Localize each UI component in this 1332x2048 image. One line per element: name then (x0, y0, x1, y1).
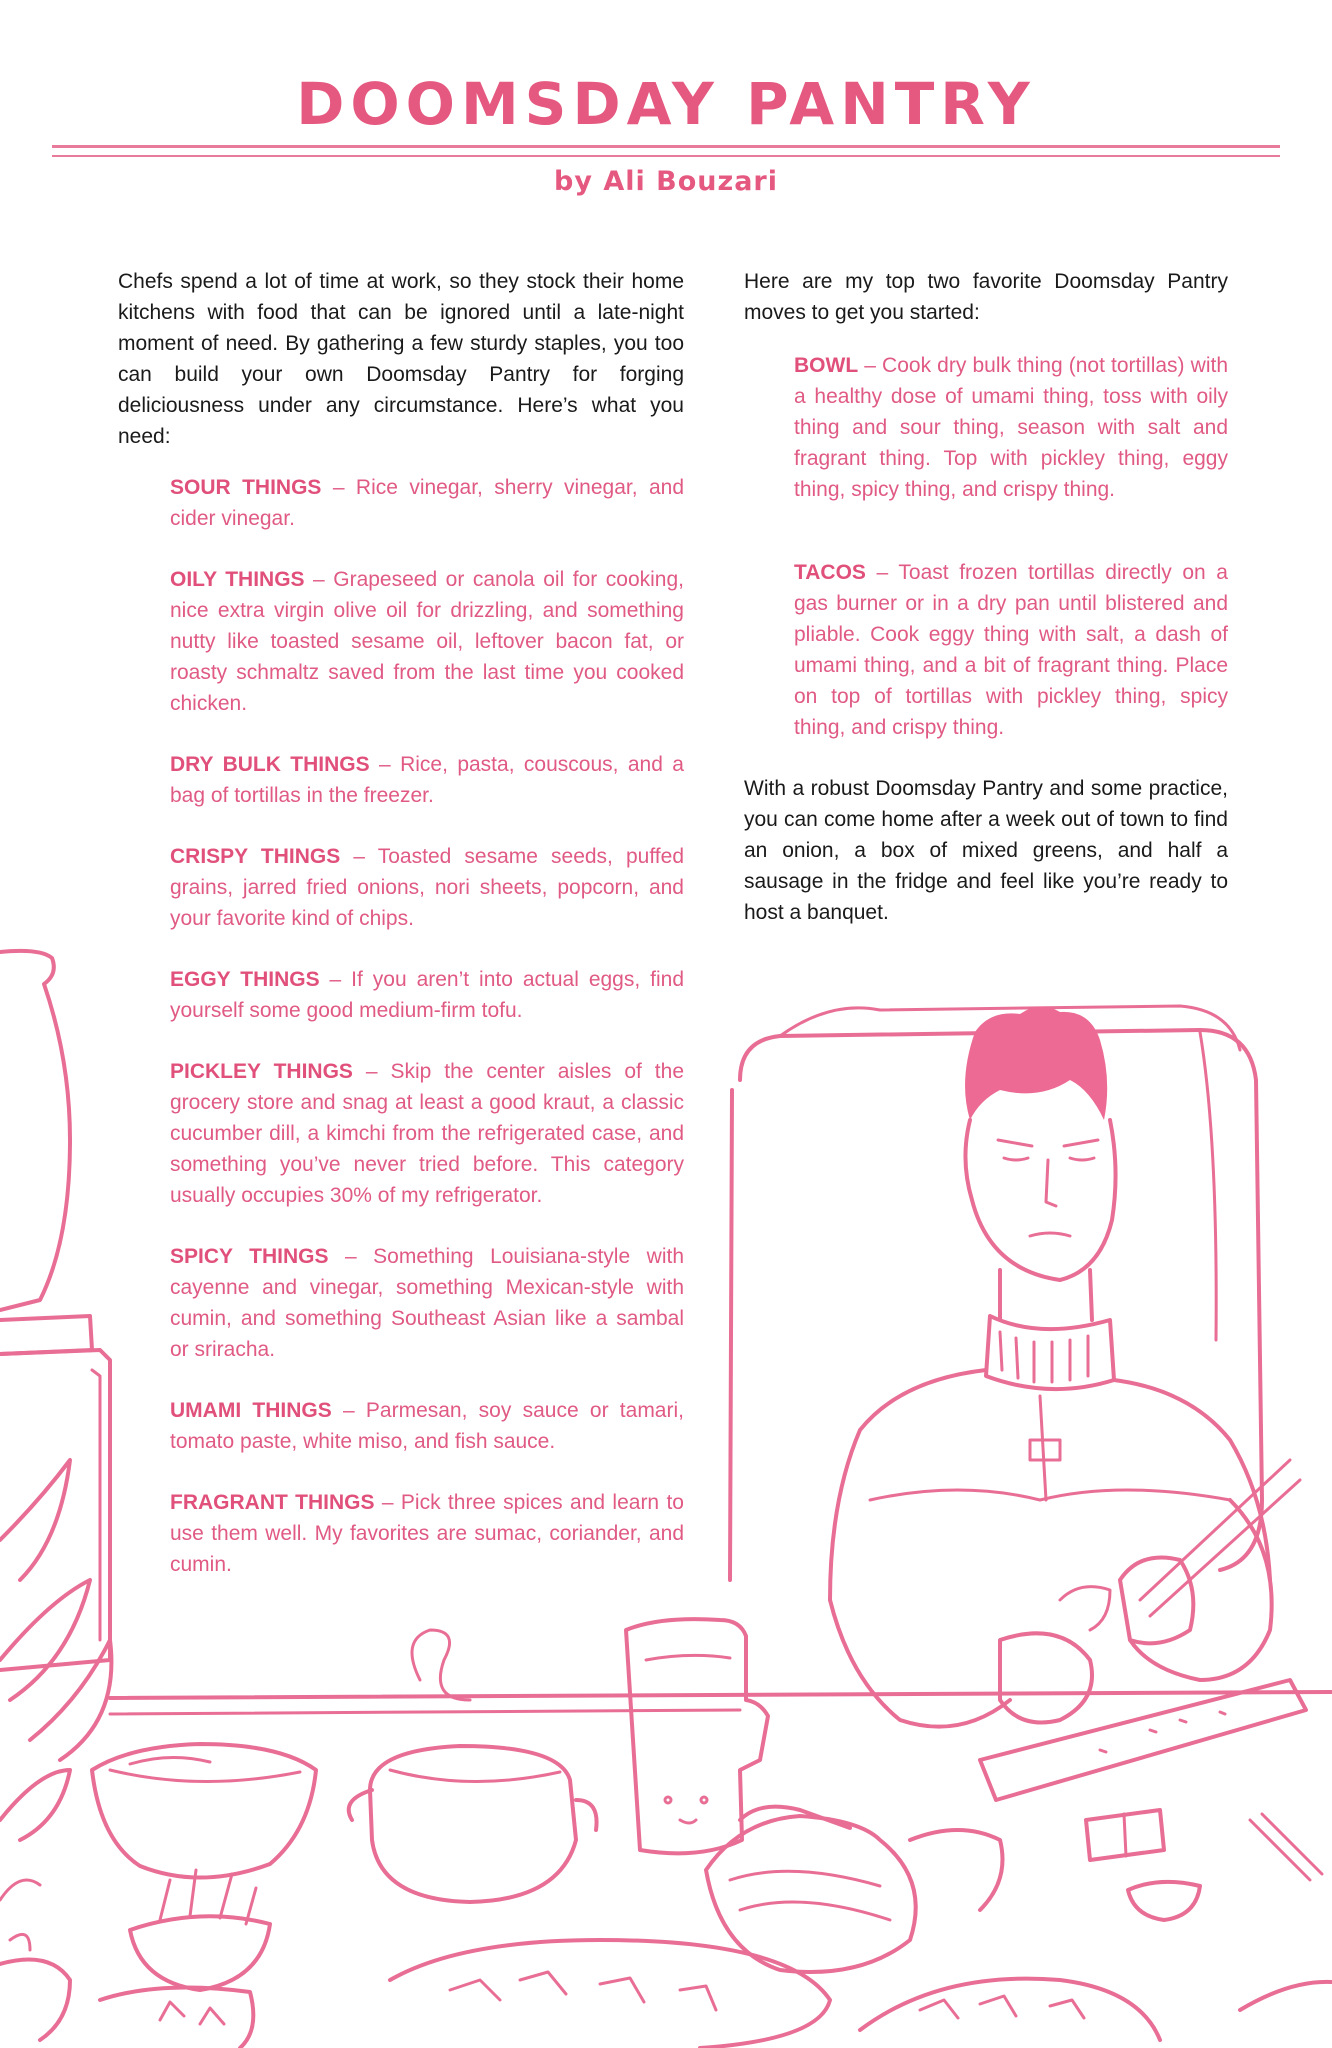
item-text: – Skip the center aisles of the grocery store and snag at least a good kraut, a classic cucumber dill, a kimchi from the refrigerated case, and something you’ve never tried before. This category usually occupies 30% of my refrigerator. (170, 1060, 684, 1207)
list-item (170, 1241, 684, 1365)
item-label: PICKLEY THINGS (170, 1060, 353, 1083)
list-item (794, 350, 1228, 505)
item-label: DRY BULK THINGS (170, 753, 370, 776)
item-label: BOWL (794, 354, 859, 377)
item-text: – Rice, pasta, couscous, and a bag of tortillas in the freezer. (170, 753, 684, 807)
item-text: – If you aren’t into actual eggs, find yourself some good medium-firm tofu. (170, 968, 684, 1022)
item-text: – Grapeseed or canola oil for cooking, nice extra virgin olive oil for drizzling, and something nutty like toasted sesame oil, leftover bacon fat, or roasty schmaltz saved from the last time you cooked chicken. (170, 568, 684, 715)
list-item (170, 749, 684, 811)
list-item (170, 1395, 684, 1457)
item-label: SPICY THINGS (170, 1245, 329, 1268)
item-label: UMAMI THINGS (170, 1399, 332, 1422)
item-label: SOUR THINGS (170, 476, 322, 499)
right-intro-paragraph: Here are my top two favorite Doomsday Pantry moves to get you started: (744, 270, 1228, 324)
right-column (744, 266, 1228, 928)
list-item (170, 1487, 684, 1580)
title-rule-top (52, 145, 1280, 148)
list-item (170, 472, 684, 534)
title-rule-bottom (52, 155, 1280, 157)
list-item (794, 557, 1228, 743)
item-text: – Pick three spices and learn to use them well. My favorites are sumac, coriander, and cumin. (170, 1491, 684, 1576)
item-text: – Rice vinegar, sherry vinegar, and cider vinegar. (170, 476, 685, 530)
item-label: EGGY THINGS (170, 968, 320, 991)
item-text: – Toasted sesame seeds, puffed grains, jarred fried onions, nori sheets, popcorn, and your favorite kind of chips. (170, 845, 684, 930)
page-title: DOOMSDAY PANTRY (296, 70, 1036, 138)
pantry-list (170, 472, 684, 1580)
item-label: CRISPY THINGS (170, 845, 341, 868)
list-item (170, 964, 684, 1026)
list-item (170, 1056, 684, 1211)
item-text: – Parmesan, soy sauce or tamari, tomato paste, white miso, and fish sauce. (170, 1399, 684, 1453)
item-text: – Toast frozen tortillas directly on a gas burner or in a dry pan until blistered and pliable. Cook eggy thing with salt, a dash of umami thing, and a bit of fragrant thing. Place on top of tortillas with pickley thing, spicy thing, and crispy thing. (794, 561, 1228, 739)
left-column (118, 266, 684, 1610)
item-text: – Something Louisiana-style with cayenne and vinegar, something Mexican-style with cumin, and something Southeast Asian like a sambal or sriracha. (170, 1245, 684, 1361)
list-item (170, 841, 684, 934)
recipe-list (794, 350, 1228, 743)
intro-paragraph: Chefs spend a lot of time at work, so they stock their home kitchens with food that can be ignored until a late-night moment of need. By gathering a few sturdy staples, you too can build your own Doomsday Pantry for forging deliciousness under any circumstance. Here’s what you need: (118, 270, 684, 448)
item-label: OILY THINGS (170, 568, 305, 591)
item-label: TACOS (794, 561, 866, 584)
item-label: FRAGRANT THINGS (170, 1491, 375, 1514)
list-item (170, 564, 684, 719)
closing-paragraph: With a robust Doomsday Pantry and some practice, you can come home after a week out of town to find an onion, a box of mixed greens, and half a sausage in the fridge and feel like you’re ready to host a banquet. (744, 777, 1228, 924)
item-text: – Cook dry bulk thing (not tortillas) with a healthy dose of umami thing, toss with oily thing and sour thing, season with salt and fragrant thing. Top with pickley thing, eggy thing, spicy thing, and crispy thing. (794, 354, 1228, 501)
author-byline: by Ali Bouzari (554, 166, 778, 197)
